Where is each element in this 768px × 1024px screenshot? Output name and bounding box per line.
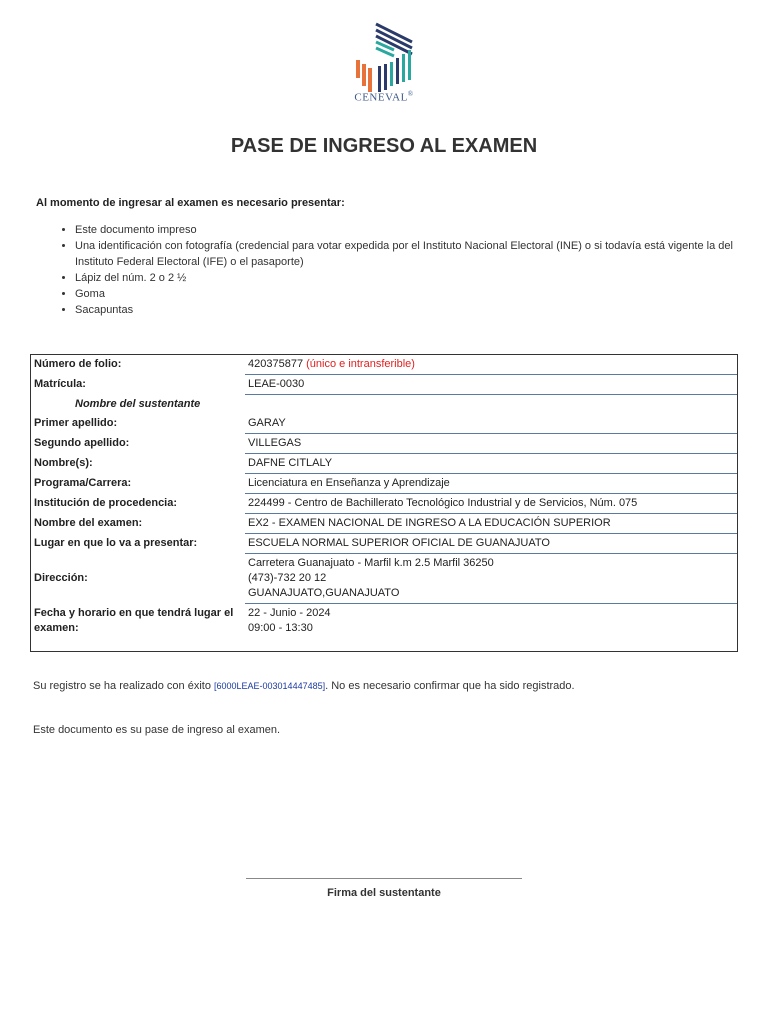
segundo-apellido-label: Segundo apellido: — [34, 437, 130, 449]
document-note: Este documento es su pase de ingreso al examen. — [33, 724, 281, 736]
registration-message — [33, 680, 575, 692]
registration-text-after: . No es necesario confirmar que ha sido registrado. — [325, 680, 575, 692]
table-row — [31, 514, 737, 534]
table-row — [31, 454, 737, 474]
nombres-label: Nombre(s): — [34, 457, 93, 469]
folio-label: Número de folio: — [34, 358, 122, 371]
requirements-intro: Al momento de ingresar al examen es necesario presentar: — [36, 197, 345, 209]
direccion-line: GUANAJUATO,GUANAJUATO — [248, 587, 400, 599]
folio-value: 420375877 — [248, 358, 304, 370]
segundo-apellido-value: VILLEGAS — [245, 434, 737, 454]
primer-apellido-label: Primer apellido: — [34, 417, 118, 430]
table-row — [31, 534, 737, 554]
direccion-line: (473)-732 20 12 — [248, 572, 327, 584]
requirement-item: • Goma — [75, 286, 745, 302]
institucion-label: Institución de procedencia: — [34, 497, 178, 509]
table-row — [31, 414, 737, 434]
page-title: PASE DE INGRESO AL EXAMEN — [230, 135, 538, 157]
fecha-label: Fecha y horario en que tendrá lugar el examen: — [34, 606, 234, 634]
direccion-value-cell — [245, 554, 737, 604]
direccion-label: Dirección: — [34, 572, 88, 584]
programa-label: Programa/Carrera: — [34, 477, 132, 489]
programa-value: Licenciatura en Enseñanza y Aprendizaje — [245, 474, 737, 494]
examen-value: EX2 - EXAMEN NACIONAL DE INGRESO A LA EDUCACIÓN SUPERIOR — [245, 514, 737, 534]
institucion-value: 224499 - Centro de Bachillerato Tecnológico Industrial y de Servicios, Núm. 075 — [245, 494, 737, 514]
logo-brand: CENEVAL — [354, 91, 408, 104]
section-name-heading: Nombre del sustentante — [75, 398, 201, 410]
lugar-value: ESCUELA NORMAL SUPERIOR OFICIAL DE GUANAJUATO — [245, 534, 737, 554]
examen-label: Nombre del examen: — [34, 517, 143, 529]
registration-code: [6000LEAE-003014447485] — [214, 681, 326, 691]
table-row — [31, 474, 737, 494]
requirements-list — [58, 222, 745, 318]
lugar-label: Lugar en que lo va a presentar: — [34, 537, 198, 549]
table-row — [31, 355, 737, 375]
requirement-item: • Este documento impreso — [75, 222, 745, 238]
signature-label: Firma del sustentante — [327, 887, 441, 899]
logo-wordmark — [0, 90, 768, 104]
requirement-item: • Lápiz del núm. 2 o 2 ½ — [75, 270, 745, 286]
table-row — [31, 434, 737, 454]
folio-value-cell — [245, 355, 737, 375]
registration-text: Su registro se ha realizado con éxito — [33, 680, 211, 692]
applicant-info-table — [30, 354, 738, 652]
logo-registered-mark: ® — [407, 90, 414, 98]
requirement-item: • Una identificación con fotografía (credencial para votar expedida por el Instituto Nacional Electoral (INE) o si todavía está vigente la del Instituto Federal Electoral (IFE) o el pasaporte) — [75, 238, 745, 270]
matricula-label: Matrícula: — [34, 378, 86, 390]
matricula-value: LEAE-0030 — [245, 375, 737, 395]
hora-value: 09:00 - 13:30 — [248, 622, 313, 634]
folio-note: (único e intransferible) — [306, 358, 415, 370]
table-row — [31, 494, 737, 514]
table-row — [31, 554, 737, 604]
direccion-line: Carretera Guanajuato - Marfil k.m 2.5 Marfil 36250 — [248, 557, 494, 569]
fecha-value-cell — [245, 604, 737, 639]
table-row — [31, 395, 737, 415]
table-row — [31, 375, 737, 395]
fecha-value: 22 - Junio - 2024 — [248, 607, 331, 619]
nombres-value: DAFNE CITLALY — [245, 454, 737, 474]
table-row — [31, 604, 737, 639]
signature-line — [246, 878, 522, 879]
requirement-item: • Sacapuntas — [75, 302, 745, 318]
primer-apellido-value: GARAY — [245, 414, 737, 434]
